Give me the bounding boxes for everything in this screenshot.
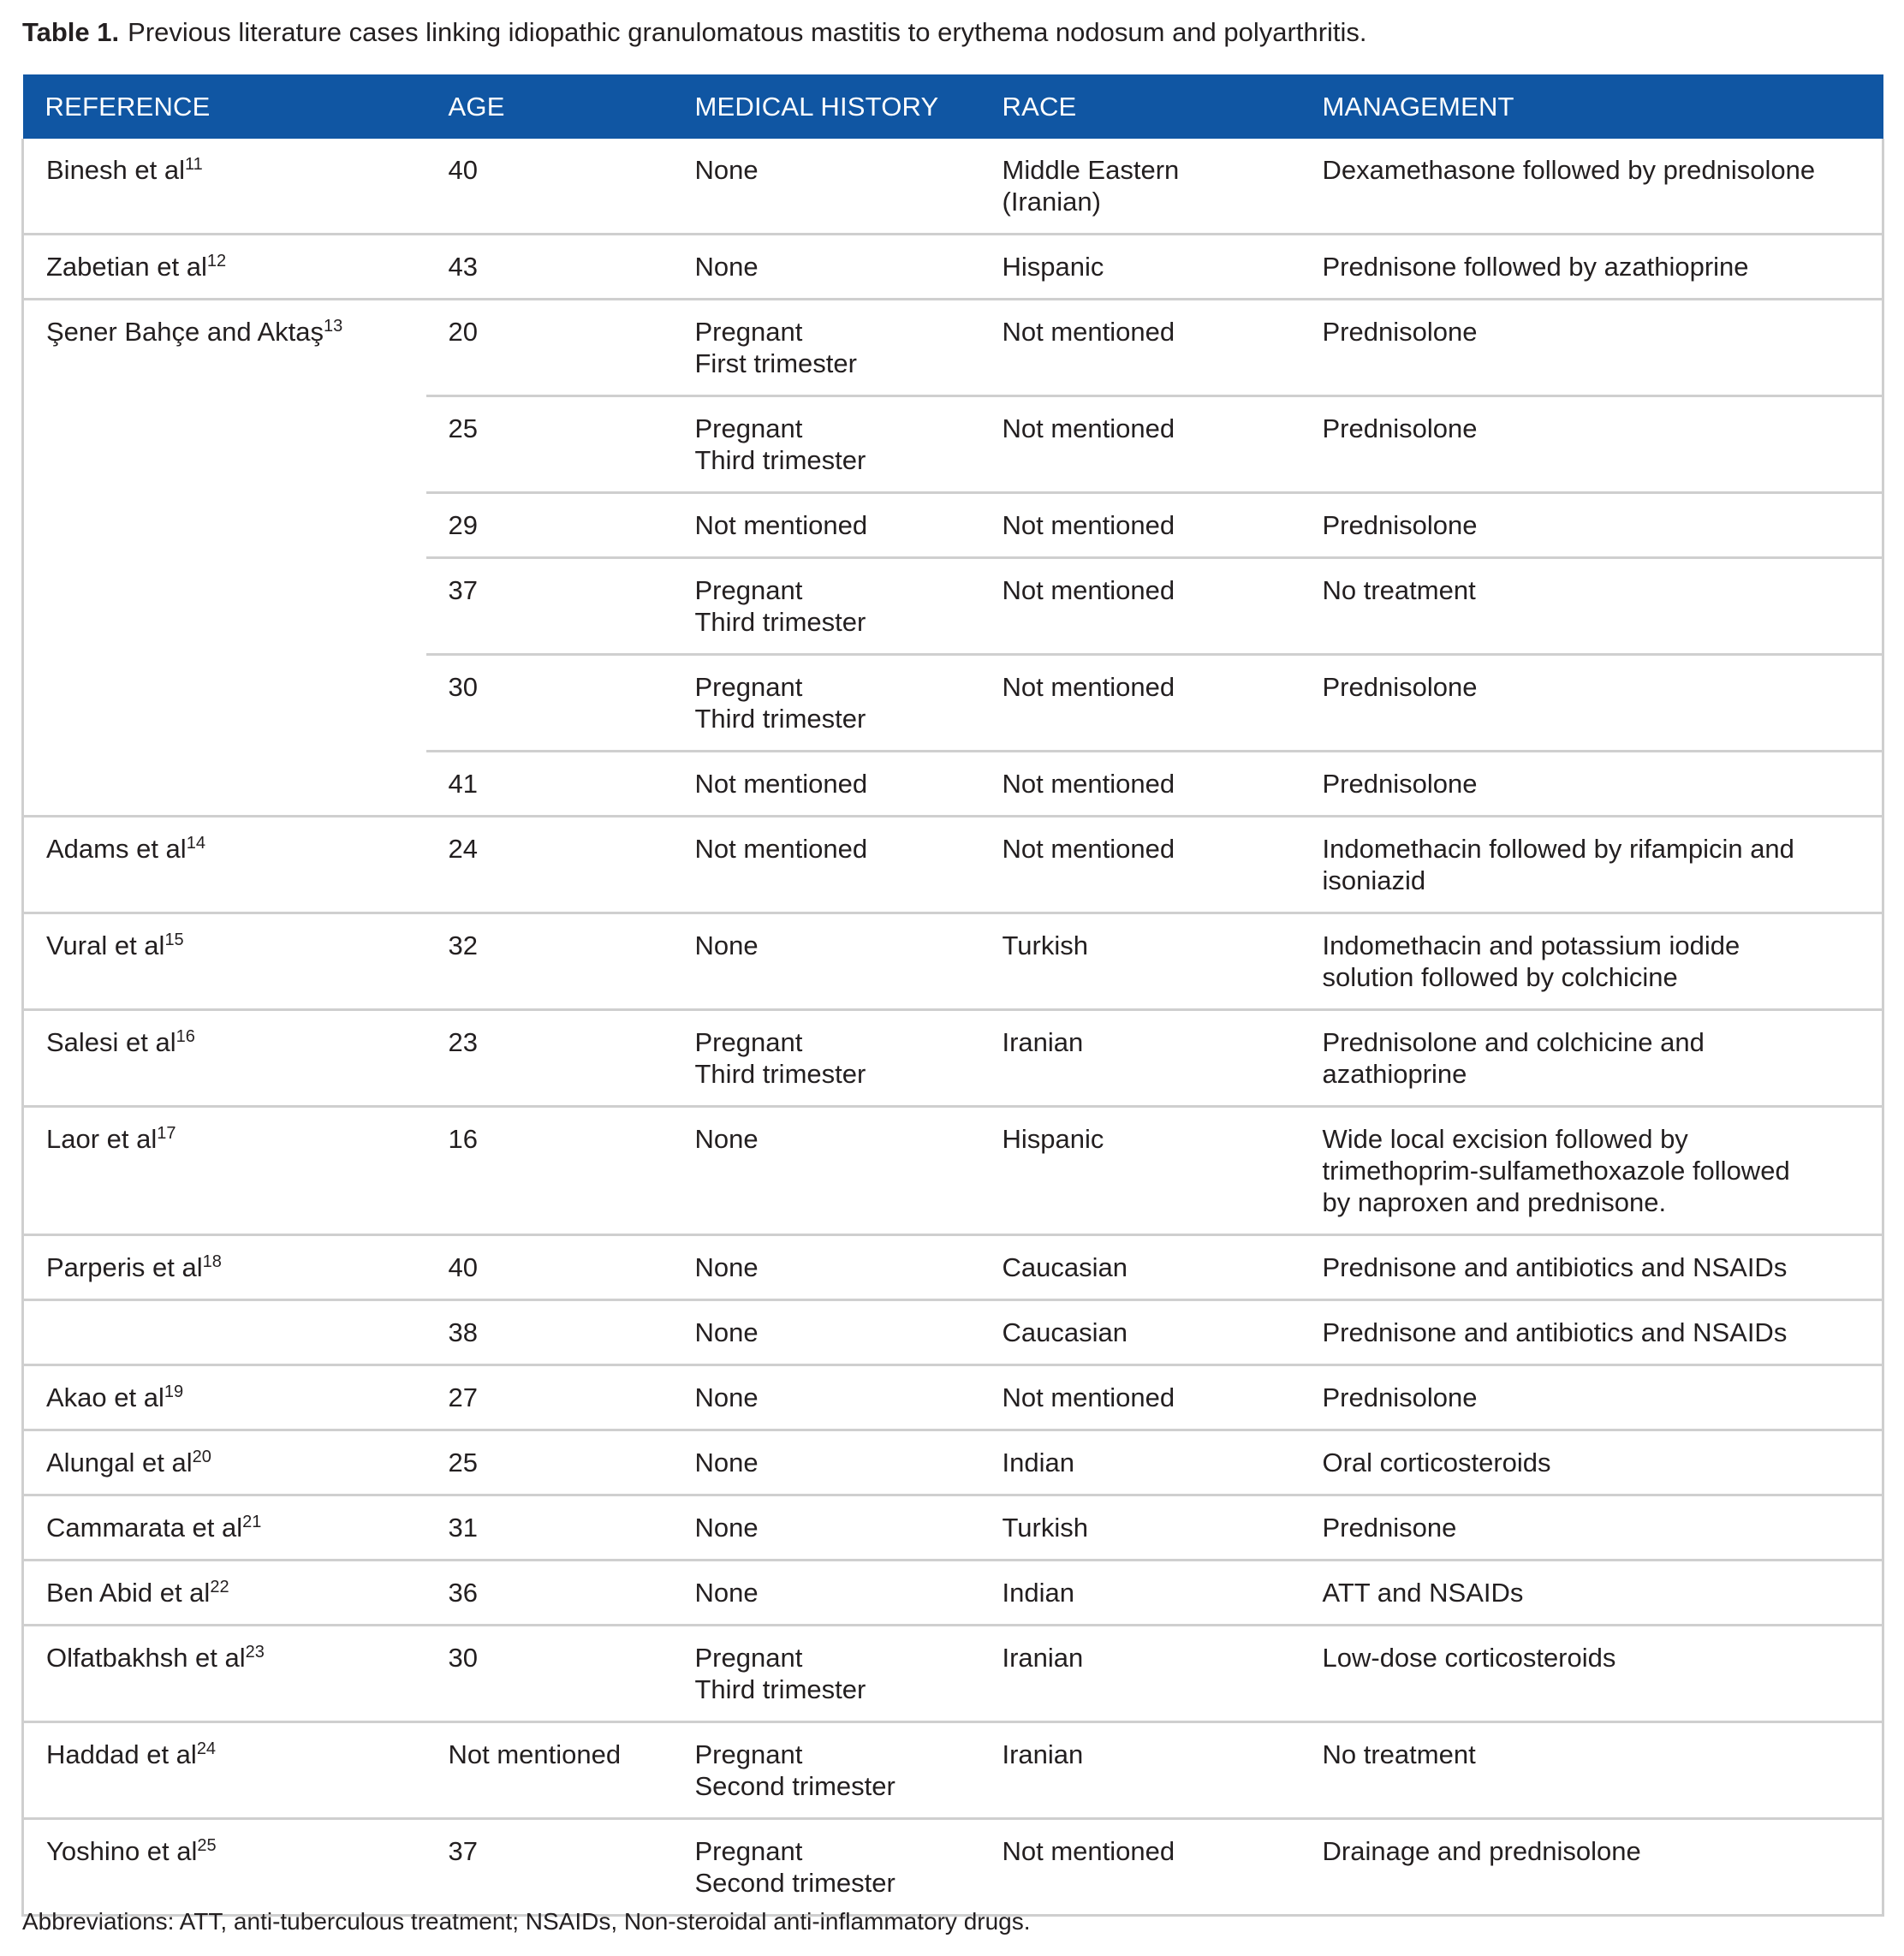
reference-text: Şener Bahçe and Aktaş [46, 317, 324, 347]
race-line: Turkish [1002, 1513, 1088, 1543]
cell-medical-history [673, 300, 980, 396]
medical-history-line: None [694, 1578, 759, 1608]
medical-history-line: Third trimester [694, 1674, 866, 1704]
cell-management [1300, 1107, 1883, 1235]
medical-history-line: Pregnant [694, 413, 803, 443]
medical-history-line: Not mentioned [694, 769, 868, 799]
citation-number: 15 [164, 930, 184, 949]
cell-management [1300, 1561, 1883, 1626]
citation-number: 24 [196, 1739, 217, 1758]
cell-age: 37 [426, 1819, 673, 1916]
cell-race [980, 1819, 1300, 1916]
cell-race [980, 300, 1300, 396]
cell-age: Not mentioned [426, 1722, 673, 1819]
race-line: Not mentioned [1002, 317, 1175, 347]
cell-medical-history [673, 1430, 980, 1495]
cell-reference [23, 1430, 426, 1495]
cell-race [980, 1561, 1300, 1626]
cell-reference [23, 300, 426, 817]
cell-race [980, 817, 1300, 913]
race-line: Iranian [1002, 1643, 1084, 1673]
table-row [23, 1626, 1883, 1722]
cell-race [980, 1430, 1300, 1495]
medical-history-line: Pregnant [694, 1739, 803, 1769]
management-line: Prednisolone [1322, 510, 1478, 540]
reference-text: Ben Abid et al [46, 1578, 211, 1608]
table-row [23, 1495, 1883, 1561]
table-row [23, 1722, 1883, 1819]
citation-number: 19 [164, 1382, 184, 1401]
cell-medical-history [673, 1561, 980, 1626]
cell-management [1300, 1010, 1883, 1107]
race-line: Not mentioned [1002, 672, 1175, 702]
medical-history-line: Pregnant [694, 575, 803, 605]
cell-race [980, 1010, 1300, 1107]
cell-age: 31 [426, 1495, 673, 1561]
cell-management [1300, 913, 1883, 1010]
management-line: trimethoprim-sulfamethoxazole followed [1322, 1156, 1790, 1186]
cell-medical-history [673, 655, 980, 752]
table-row [23, 235, 1883, 300]
race-line: Middle Eastern [1002, 155, 1180, 185]
cell-race [980, 396, 1300, 493]
cell-reference [23, 1300, 426, 1365]
race-line: Caucasian [1002, 1317, 1128, 1347]
management-line: Low-dose corticosteroids [1322, 1643, 1616, 1673]
cell-medical-history [673, 139, 980, 235]
cell-medical-history [673, 1235, 980, 1300]
management-line: Dexamethasone followed by prednisolone [1322, 155, 1816, 185]
reference-text: Akao et al [46, 1382, 164, 1412]
cell-management [1300, 1626, 1883, 1722]
cell-reference [23, 1010, 426, 1107]
medical-history-line: None [694, 155, 759, 185]
cell-age: 32 [426, 913, 673, 1010]
cell-medical-history [673, 235, 980, 300]
reference-text: Zabetian et al [46, 252, 207, 282]
cell-age: 29 [426, 493, 673, 558]
cell-reference [23, 1107, 426, 1235]
medical-history-line: First trimester [694, 348, 857, 378]
table-row [23, 300, 1883, 396]
table-row [23, 1010, 1883, 1107]
cell-age: 16 [426, 1107, 673, 1235]
citation-number: 12 [206, 252, 227, 271]
cell-management [1300, 1495, 1883, 1561]
cell-management [1300, 1430, 1883, 1495]
cell-medical-history [673, 752, 980, 817]
reference-text: Cammarata et al [46, 1513, 243, 1543]
management-line: azathioprine [1322, 1059, 1467, 1089]
reference-text: Salesi et al [46, 1027, 176, 1057]
cell-age: 25 [426, 396, 673, 493]
literature-table [21, 74, 1884, 1917]
cell-age: 30 [426, 655, 673, 752]
table-row [23, 913, 1883, 1010]
cell-reference [23, 1819, 426, 1916]
cell-reference [23, 1365, 426, 1430]
management-line: Drainage and prednisolone [1322, 1836, 1641, 1866]
citation-number: 25 [197, 1836, 217, 1855]
cell-age: 30 [426, 1626, 673, 1722]
race-line: Not mentioned [1002, 510, 1175, 540]
citation-number: 11 [185, 155, 203, 174]
header-management: MANAGEMENT [1300, 74, 1883, 139]
management-line: Prednisolone [1322, 672, 1478, 702]
cell-reference [23, 1495, 426, 1561]
race-line: Not mentioned [1002, 413, 1175, 443]
table-header-row [23, 74, 1883, 139]
cell-age: 40 [426, 1235, 673, 1300]
table-row [23, 139, 1883, 235]
race-line: Turkish [1002, 930, 1088, 960]
cell-management [1300, 396, 1883, 493]
cell-management [1300, 139, 1883, 235]
citation-number: 14 [186, 834, 205, 853]
cell-age: 43 [426, 235, 673, 300]
cell-management [1300, 1235, 1883, 1300]
cell-reference [23, 1561, 426, 1626]
table-caption-text: Previous literature cases linking idiopathic granulomatous mastitis to erythema nodosum and polyarthritis. [128, 17, 1367, 47]
management-line: No treatment [1322, 575, 1476, 605]
reference-text: Vural et al [46, 930, 165, 960]
medical-history-line: None [694, 1252, 759, 1282]
medical-history-line: Second trimester [694, 1868, 895, 1898]
citation-number: 22 [210, 1578, 229, 1596]
management-line: Indomethacin and potassium iodide [1322, 930, 1740, 960]
cell-management [1300, 817, 1883, 913]
race-line: Not mentioned [1002, 575, 1175, 605]
medical-history-line: None [694, 930, 759, 960]
cell-medical-history [673, 1819, 980, 1916]
cell-management [1300, 1300, 1883, 1365]
cell-reference [23, 913, 426, 1010]
cell-reference [23, 1235, 426, 1300]
management-line: Prednisolone [1322, 769, 1478, 799]
table-row [23, 1561, 1883, 1626]
medical-history-line: Pregnant [694, 317, 803, 347]
medical-history-line: None [694, 1448, 759, 1477]
cell-reference [23, 235, 426, 300]
race-line: Iranian [1002, 1739, 1084, 1769]
management-line: Prednisone followed by azathioprine [1322, 252, 1749, 282]
medical-history-line: Third trimester [694, 1059, 866, 1089]
cell-management [1300, 1365, 1883, 1430]
medical-history-line: Not mentioned [694, 510, 868, 540]
cell-management [1300, 1819, 1883, 1916]
cell-race [980, 139, 1300, 235]
cell-age: 27 [426, 1365, 673, 1430]
reference-text: Adams et al [46, 834, 187, 864]
management-line: isoniazid [1322, 865, 1426, 895]
cell-medical-history [673, 1626, 980, 1722]
medical-history-line: Pregnant [694, 672, 803, 702]
cell-race [980, 558, 1300, 655]
race-line: Indian [1002, 1578, 1074, 1608]
medical-history-line: None [694, 1513, 759, 1543]
reference-text: Alungal et al [46, 1448, 193, 1477]
cell-age: 36 [426, 1561, 673, 1626]
race-line: Not mentioned [1002, 1836, 1175, 1866]
cell-race [980, 655, 1300, 752]
cell-management [1300, 558, 1883, 655]
cell-race [980, 1107, 1300, 1235]
header-reference: REFERENCE [23, 74, 426, 139]
medical-history-line: None [694, 252, 759, 282]
abbreviations-footnote: Abbreviations: ATT, anti-tuberculous treatment; NSAIDs, Non-steroidal anti-inflammatory drugs. [22, 1908, 1031, 1935]
reference-text: Laor et al [46, 1124, 158, 1154]
cell-race [980, 1722, 1300, 1819]
management-line: Prednisolone and colchicine and [1322, 1027, 1705, 1057]
medical-history-line: Third trimester [694, 704, 866, 734]
cell-management [1300, 1722, 1883, 1819]
cell-race [980, 913, 1300, 1010]
management-line: Prednisolone [1322, 317, 1478, 347]
cell-race [980, 1235, 1300, 1300]
management-line: by naproxen and prednisone. [1322, 1187, 1667, 1217]
reference-text: Haddad et al [46, 1739, 197, 1769]
medical-history-line: None [694, 1124, 759, 1154]
cell-reference [23, 139, 426, 235]
cell-reference [23, 1722, 426, 1819]
medical-history-line: Second trimester [694, 1771, 895, 1801]
cell-age: 23 [426, 1010, 673, 1107]
management-line: Prednisone and antibiotics and NSAIDs [1322, 1252, 1788, 1282]
table-caption [22, 15, 1367, 50]
cell-management [1300, 752, 1883, 817]
cell-race [980, 235, 1300, 300]
table-row [23, 1300, 1883, 1365]
cell-race [980, 752, 1300, 817]
management-line: Prednisolone [1322, 413, 1478, 443]
cell-management [1300, 493, 1883, 558]
table-row [23, 1819, 1883, 1916]
cell-medical-history [673, 493, 980, 558]
medical-history-line: Third trimester [694, 607, 866, 637]
cell-reference [23, 1626, 426, 1722]
medical-history-line: Pregnant [694, 1643, 803, 1673]
reference-text: Yoshino et al [46, 1836, 198, 1866]
table-row [23, 1235, 1883, 1300]
cell-medical-history [673, 1365, 980, 1430]
cell-management [1300, 300, 1883, 396]
citation-number: 17 [157, 1124, 176, 1143]
cell-medical-history [673, 558, 980, 655]
cell-medical-history [673, 913, 980, 1010]
cell-medical-history [673, 1107, 980, 1235]
table-row [23, 1107, 1883, 1235]
header-medical-history: MEDICAL HISTORY [673, 74, 980, 139]
header-age: AGE [426, 74, 673, 139]
race-line: Not mentioned [1002, 834, 1175, 864]
management-line: Prednisolone [1322, 1382, 1478, 1412]
race-line: Hispanic [1002, 252, 1104, 282]
citation-number: 23 [245, 1643, 265, 1662]
management-line: No treatment [1322, 1739, 1476, 1769]
table-caption-label: Table 1. [22, 17, 120, 47]
race-line: Not mentioned [1002, 1382, 1175, 1412]
medical-history-line: Pregnant [694, 1836, 803, 1866]
table-row [23, 817, 1883, 913]
race-line: Caucasian [1002, 1252, 1128, 1282]
cell-age: 25 [426, 1430, 673, 1495]
cell-medical-history [673, 1495, 980, 1561]
cell-age: 24 [426, 817, 673, 913]
cell-age: 40 [426, 139, 673, 235]
management-line: Oral corticosteroids [1322, 1448, 1551, 1477]
race-line: Iranian [1002, 1027, 1084, 1057]
medical-history-line: Pregnant [694, 1027, 803, 1057]
medical-history-line: Not mentioned [694, 834, 868, 864]
citation-number: 20 [192, 1448, 211, 1466]
medical-history-line: Third trimester [694, 445, 866, 475]
citation-number: 16 [176, 1027, 195, 1046]
race-line: Indian [1002, 1448, 1074, 1477]
management-line: Prednisone [1322, 1513, 1457, 1543]
reference-text: Olfatbakhsh et al [46, 1643, 246, 1673]
race-line: Hispanic [1002, 1124, 1104, 1154]
medical-history-line: None [694, 1382, 759, 1412]
cell-medical-history [673, 1722, 980, 1819]
race-line: Not mentioned [1002, 769, 1175, 799]
cell-age: 37 [426, 558, 673, 655]
table-row [23, 1430, 1883, 1495]
cell-medical-history [673, 396, 980, 493]
cell-age: 20 [426, 300, 673, 396]
table-body [23, 139, 1883, 1916]
management-line: Indomethacin followed by rifampicin and [1322, 834, 1794, 864]
reference-text: Parperis et al [46, 1252, 203, 1282]
reference-text: Binesh et al [46, 155, 185, 185]
citation-number: 13 [324, 317, 343, 336]
cell-medical-history [673, 1010, 980, 1107]
management-line: solution followed by colchicine [1322, 962, 1678, 992]
header-race: RACE [980, 74, 1300, 139]
cell-management [1300, 235, 1883, 300]
cell-race [980, 1365, 1300, 1430]
cell-medical-history [673, 1300, 980, 1365]
cell-age: 38 [426, 1300, 673, 1365]
medical-history-line: None [694, 1317, 759, 1347]
citation-number: 18 [202, 1252, 222, 1271]
cell-race [980, 493, 1300, 558]
cell-race [980, 1495, 1300, 1561]
race-line: (Iranian) [1002, 187, 1101, 217]
management-line: ATT and NSAIDs [1322, 1578, 1524, 1608]
cell-age: 41 [426, 752, 673, 817]
cell-race [980, 1626, 1300, 1722]
management-line: Prednisone and antibiotics and NSAIDs [1322, 1317, 1788, 1347]
table-row [23, 1365, 1883, 1430]
citation-number: 21 [242, 1513, 262, 1531]
cell-reference [23, 817, 426, 913]
cell-management [1300, 655, 1883, 752]
cell-medical-history [673, 817, 980, 913]
management-line: Wide local excision followed by [1322, 1124, 1688, 1154]
cell-race [980, 1300, 1300, 1365]
